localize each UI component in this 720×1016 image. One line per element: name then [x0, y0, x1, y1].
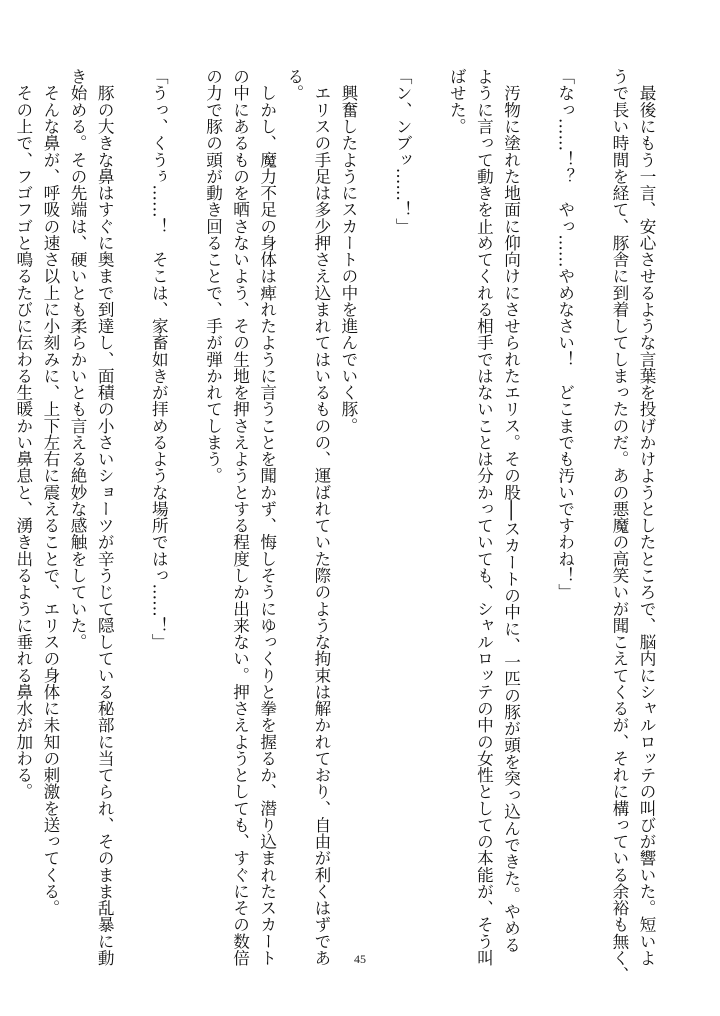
- blank-line: [416, 68, 443, 948]
- text-line: 最後にもう一言、安心させるような言葉を投げかけようとしたところで、脳内にシャルロッテの叫びが響いた。短いよ: [637, 68, 656, 967]
- text-line: 「ン、ンブッ……！」: [393, 68, 413, 235]
- blank-line: [118, 68, 145, 948]
- text-line: うで長い時間を経て、豚舎に到着してしまったのだ。あの悪魔の高笑いが聞こえてくるが、それに構っている余裕も無く、: [609, 68, 629, 983]
- text-line: 豚の大きな鼻はすぐに奥まで到達し、面積の小さいショーツが辛うじて隠している秘部に当てられ、そのまま乱暴に動: [95, 68, 115, 967]
- blank-line: [362, 68, 389, 948]
- text-line: の力で豚の頭が動き回ることで、手が弾かれてしまう。: [203, 68, 223, 484]
- blank-line: [0, 68, 10, 948]
- blank-line: [579, 68, 606, 948]
- text-line: しかし、魔力不足の身体は痺れたように言うことを聞かず、悔しそうにゆっくりと拳を握るか、潜り込まれたスカート: [257, 68, 277, 967]
- blank-line: [172, 68, 199, 948]
- text-line: 「うっ、くうぅ……！ そこは、家畜如きが拝めるような場所ではっ……！」: [149, 68, 169, 651]
- text-line: ばせた。: [447, 68, 467, 135]
- text-line: る。: [284, 68, 304, 102]
- text-line: エリスの手足は多少押さえ込まれてはいるものの、運ばれていた際のような拘束は解かれており、自由が利くはずであ: [311, 68, 331, 967]
- text-line: き始める。その先端は、硬いとも柔らかいとも言える絶妙な感触をしていた。: [68, 68, 88, 651]
- text-line: 汚物に塗れた地面に仰向けにさせられたエリス。その股──スカートの中に、一匹の豚が頭を突っ込んできた。やめる: [501, 68, 521, 953]
- page-number: 45: [354, 952, 366, 966]
- text-line: ように言って動きを止めてくれる相手ではないことは分かっていても、シャルロッテの中の女性としての本能が、そう叫: [474, 68, 494, 967]
- blank-line: [525, 68, 552, 948]
- text-line: 「なっ……！？ やっ……やめなさい！ どこまでも汚いですわね！」: [555, 68, 575, 601]
- text-line: 興奮したようにスカートの中を進んでいく豚。: [338, 68, 358, 434]
- text-line: の中にあるものを晒さないよう、その生地を押さえようとする程度しか出来ない。押さえようとしても、すぐにその数倍: [230, 68, 250, 967]
- text-line: そんな鼻が、呼吸の速さ以上に小刻みに、上下左右に震えることで、エリスの身体に未知の刺激を送ってくる。: [40, 68, 60, 917]
- text-line: その上で、フゴフゴと鳴るたびに伝わる生暖かい鼻息と、湧き出るように垂れる鼻水が加わる。: [13, 68, 33, 800]
